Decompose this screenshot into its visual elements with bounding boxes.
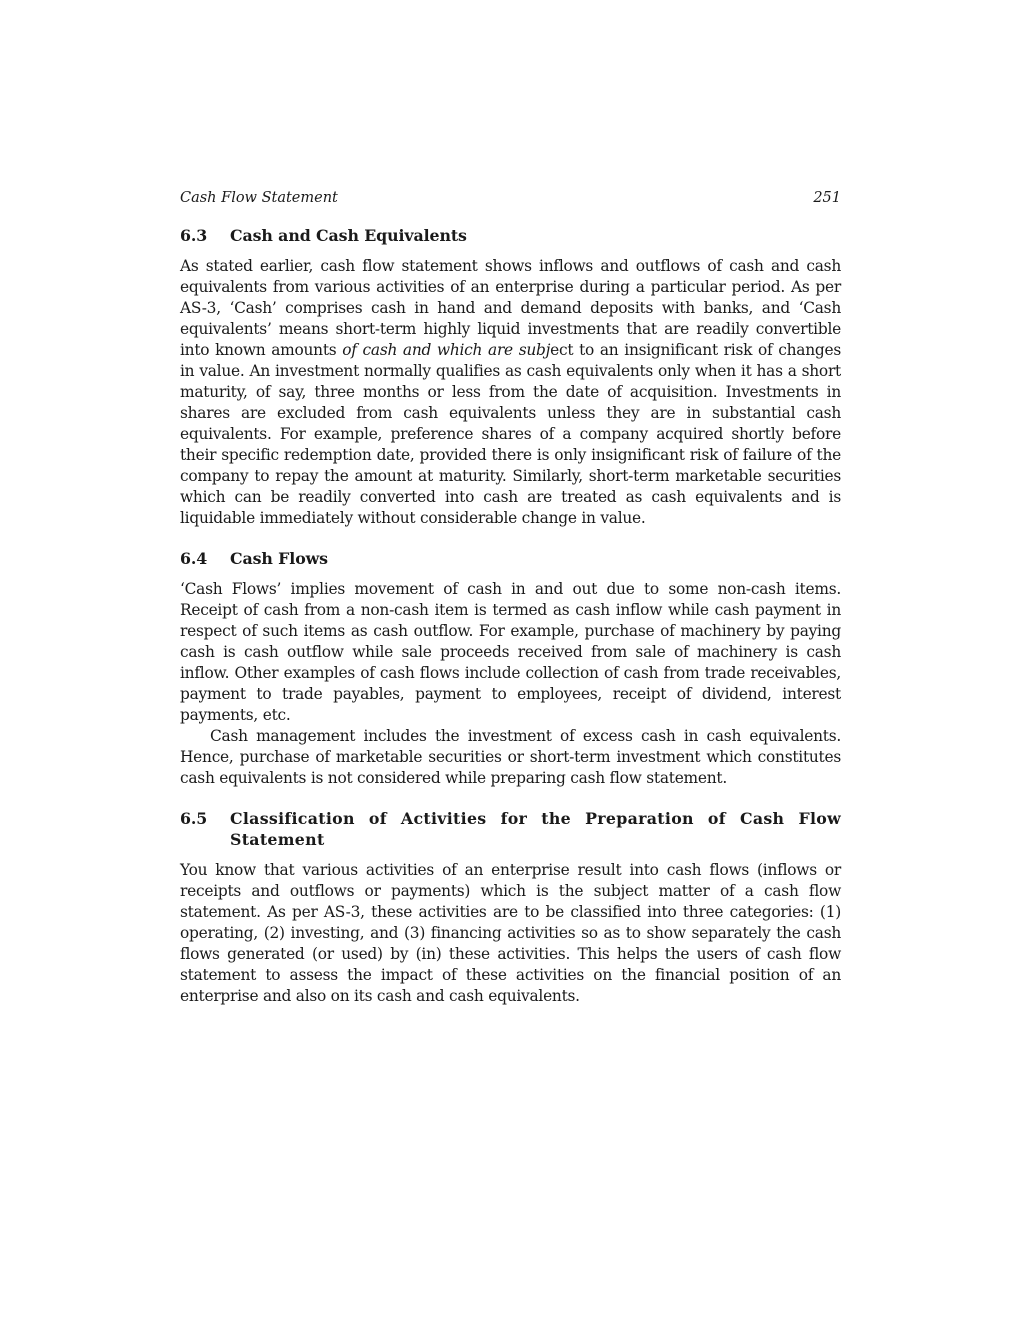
section-title: Cash Flows [230, 549, 328, 568]
section-number: 6.3 [180, 226, 208, 245]
paragraph-text: ect to an insignificant risk of changes in value. An investment normally qualifies as cash equivalents only when it has a short maturity, of say, three months or less from the date of acquisition. Investments in shares are excluded from cash equivalents unless they are in substantial cash equivalents. For example, preference shares of a company acquired shortly before their specific redemption date, provided there is only insignificant risk of failure of the company to repay the amount at maturity. Similarly, short-term marketable securities which can be readily converted into cash are treated as cash equivalents and is liquidable immediately without considerable change in value. [180, 341, 841, 527]
italic-text: of cash and which are subj [342, 341, 551, 359]
section-number: 6.4 [180, 549, 208, 568]
paragraph-text: As stated earlier, cash flow statement shows inflows and outflows of cash and cash equivalents from various activities of an enterprise during a particular period. As per AS-3, ‘Cash’ comprises cash in hand and demand deposits with banks, and ‘Cash equivalents’ means short-term highly liquid investments that are readily convertible into known amounts [180, 257, 841, 359]
page-content [180, 225, 841, 1007]
paragraph-cash-flows: ‘Cash Flows’ implies movement of cash in and out due to some non-cash items. Receipt of cash from a non-cash item is termed as cash inflow while cash payment in respect of such items as cash outflow. For example, purchase of machinery by paying cash is cash outflow while sale proceeds received from sale of machinery is cash inflow. Other examples of cash flows include collection of cash from trade receivables, payment to trade payables, payment to employees, receipt of dividend, interest payments, etc. [180, 580, 841, 724]
running-title: Cash Flow Statement [180, 190, 338, 206]
section-heading-6-3 [180, 225, 841, 246]
paragraph-cash-management: Cash management includes the investment of excess cash in cash equivalents. Hence, purchase of marketable securities or short-term investment which constitutes cash equivalents is not considered while preparing cash flow statement. [180, 727, 841, 787]
paragraph-classification: You know that various activities of an enterprise result into cash flows (inflows or receipts and outflows or payments) which is the subject matter of a cash flow statement. As per AS-3, these activities are to be classified into three categories: (1) operating, (2) investing, and (3) financing activities so as to show separately the cash flows generated (or used) by (in) these activities. This helps the users of cash flow statement to assess the impact of these activities on the financial position of an enterprise and also on its cash and cash equivalents. [180, 861, 841, 1005]
section-heading-6-4 [180, 548, 841, 569]
section-number: 6.5 [180, 809, 208, 828]
section-title: Classification of Activities for the Preparation of Cash Flow Statement [230, 809, 841, 849]
section-heading-6-5 [180, 808, 841, 850]
page-number: 251 [813, 190, 841, 206]
section-title: Cash and Cash Equivalents [230, 226, 467, 245]
paragraph-cash-equivalents [180, 256, 841, 529]
